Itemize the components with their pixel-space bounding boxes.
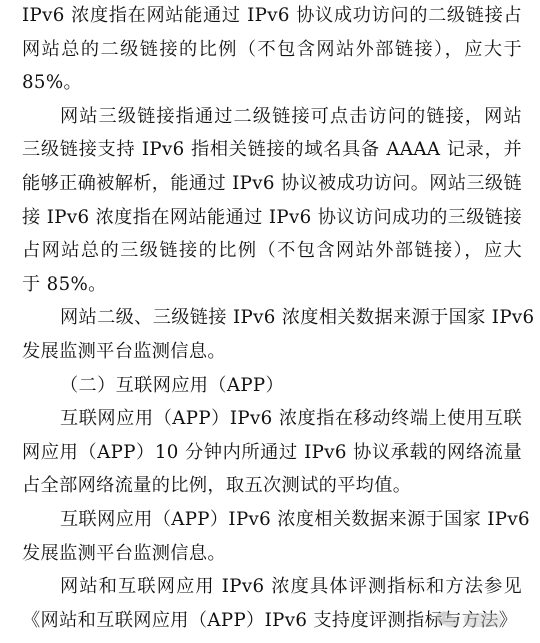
paragraph-line: 85%。 [22,72,83,93]
paragraph-line: 能够正确被解析，能通过 IPv6 协议被成功访问。网站三级链 [22,173,522,194]
paragraph-line: IPv6 浓度指在网站能通过 IPv6 协议成功访问的二级链接占 [22,5,522,26]
paragraph-line: 网站总的二级链接的比例（不包含网站外部链接），应大于 [22,39,522,60]
watermark-blur [464,613,502,627]
paragraph-line: 《网站和互联网应用（APP）IPv6 支持度评测指标与方法》 [22,610,518,631]
paragraph-line: 网站和互联网应用 IPv6 浓度具体评测指标和方法参见 [60,576,522,597]
paragraph-line: 占全部网络流量的比例，取五次测试的平均值。 [22,475,412,496]
section-heading: （二）互联网应用（APP） [60,375,285,396]
paragraph-line: 网应用（APP）10 分钟内所通过 IPv6 协议承载的网络流量 [22,442,522,463]
chat-bubble-logo-icon [434,607,460,633]
paragraph-line: 互联网应用（APP）IPv6 浓度相关数据来源于国家 IPv6 [60,509,530,530]
paragraph-line: 发展监测平台监测信息。 [22,341,226,362]
paragraph-line: 三级链接支持 IPv6 指相关链接的域名具备 AAAA 记录，并 [22,139,522,160]
paragraph-line: 网站三级链接指通过二级链接可点击访问的链接，网站 [60,106,522,127]
paragraph-line: 于 85%。 [22,274,107,295]
watermark [434,602,504,638]
paragraph-line: 接 IPv6 浓度指在网站能通过 IPv6 协议访问成功的三级链接 [22,207,522,228]
paragraph-line: 占网站总的三级链接的比例（不包含网站外部链接），应大 [22,240,522,261]
paragraph-line: 互联网应用（APP）IPv6 浓度指在移动终端上使用互联 [60,408,522,429]
paragraph-line: 发展监测平台监测信息。 [22,543,226,564]
paragraph-line: 网站二级、三级链接 IPv6 浓度相关数据来源于国家 IPv6 [60,307,535,328]
